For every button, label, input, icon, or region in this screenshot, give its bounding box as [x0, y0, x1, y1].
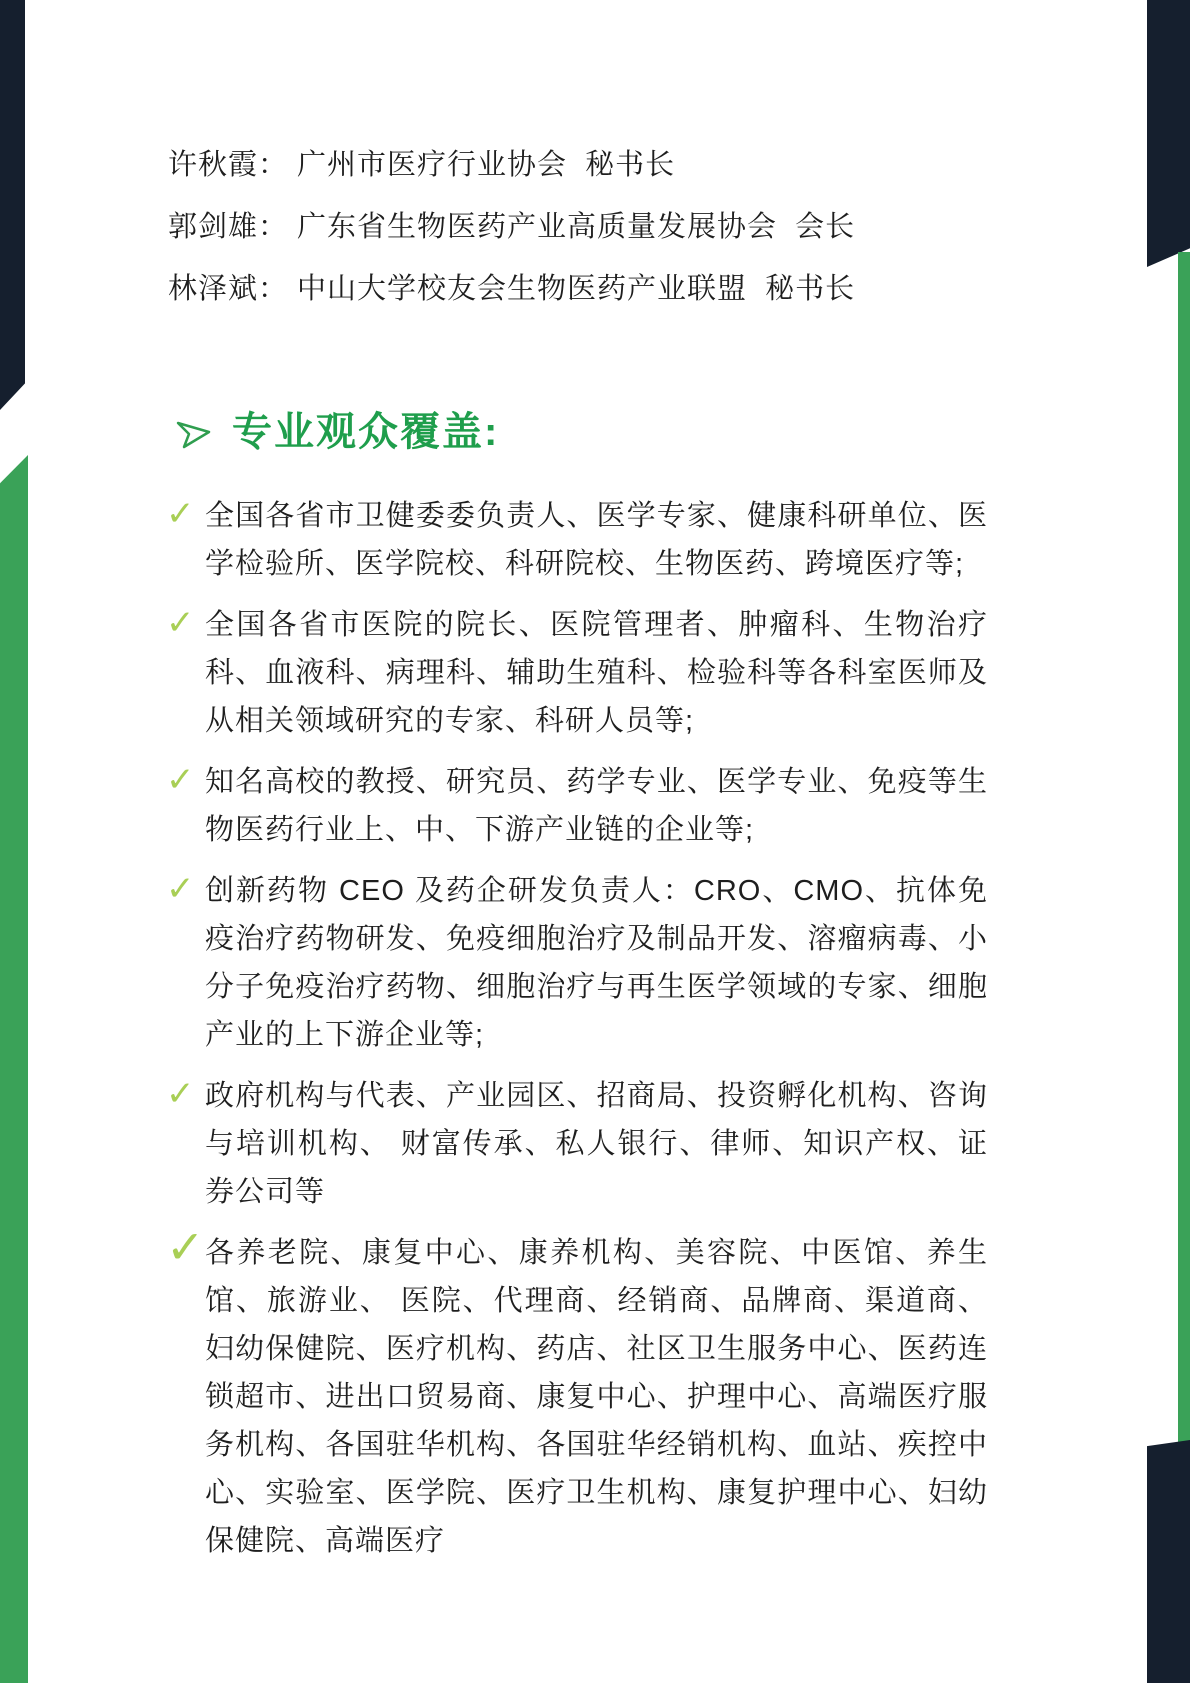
section-heading: [176, 400, 499, 457]
check-icon: ✓: [166, 761, 195, 799]
bullet-text: 创新药物 CEO 及药企研发负责人：CRO、CMO、抗体免疫治疗药物研发、免疫细胞治疗及制品开发、溶瘤病毒、小分子免疫治疗药物、细胞治疗与再生医学领域的专家、细胞产业的上下游企业等;: [205, 875, 988, 1051]
check-icon: ✓: [166, 604, 195, 642]
bottom-right-navy-block: [1147, 1440, 1190, 1683]
check-icon: ✓: [166, 1075, 195, 1113]
bullet-text: 知名高校的教授、研究员、药学专业、医学专业、免疫等生物医药行业上、中、下游产业链的企业等;: [205, 766, 988, 846]
arrow-right-outline-icon: [176, 418, 212, 450]
section-title: 专业观众覆盖:: [232, 410, 500, 454]
speaker-line: 许秋霞： 广州市医疗行业协会 秘书长: [168, 149, 676, 181]
bullet-item: [166, 1072, 988, 1216]
check-icon: ✓: [166, 495, 195, 533]
audience-bullet-list: [166, 492, 988, 1578]
speaker-line: 林泽斌： 中山大学校友会生物医药产业联盟 秘书长: [168, 273, 856, 305]
bullet-item: [166, 601, 988, 745]
bullet-item: [166, 867, 988, 1059]
check-icon: ✓: [166, 1221, 205, 1273]
bullet-item: [166, 1221, 988, 1565]
bullet-text: 全国各省市医院的院长、医院管理者、肿瘤科、生物治疗科、血液科、病理科、辅助生殖科、检验科等各科室医师及从相关领域研究的专家、科研人员等;: [205, 609, 988, 737]
right-green-strip: [1178, 252, 1190, 1442]
check-icon: ✓: [166, 870, 195, 908]
speaker-list: [168, 148, 1028, 334]
left-green-bar: [0, 455, 28, 1683]
bullet-text: 政府机构与代表、产业园区、招商局、投资孵化机构、咨询与培训机构、 财富传承、私人银行、律师、知识产权、证券公司等: [205, 1080, 988, 1208]
top-left-navy-bar: [0, 0, 25, 410]
bullet-item: [166, 758, 988, 854]
bullet-text: 全国各省市卫健委委负责人、医学专家、健康科研单位、医学检验所、医学院校、科研院校、生物医药、跨境医疗等;: [205, 500, 988, 580]
top-right-navy-block: [1147, 0, 1190, 267]
speaker-line: 郭剑雄： 广东省生物医药产业高质量发展协会 会长: [168, 211, 856, 243]
bullet-item: [166, 492, 988, 588]
bullet-text: 各养老院、康复中心、康养机构、美容院、中医馆、养生馆、旅游业、 医院、代理商、经销商、品牌商、渠道商、妇幼保健院、医疗机构、药店、社区卫生服务中心、医药连锁超市、进出口贸易商、康复中心、护理中心、高端医疗服务机构、各国驻华机构、各国驻华经销机构、血站、疾控中心、实验室、医学院、医疗卫生机构、康复护理中心、妇幼保健院、高端医疗: [205, 1237, 988, 1557]
